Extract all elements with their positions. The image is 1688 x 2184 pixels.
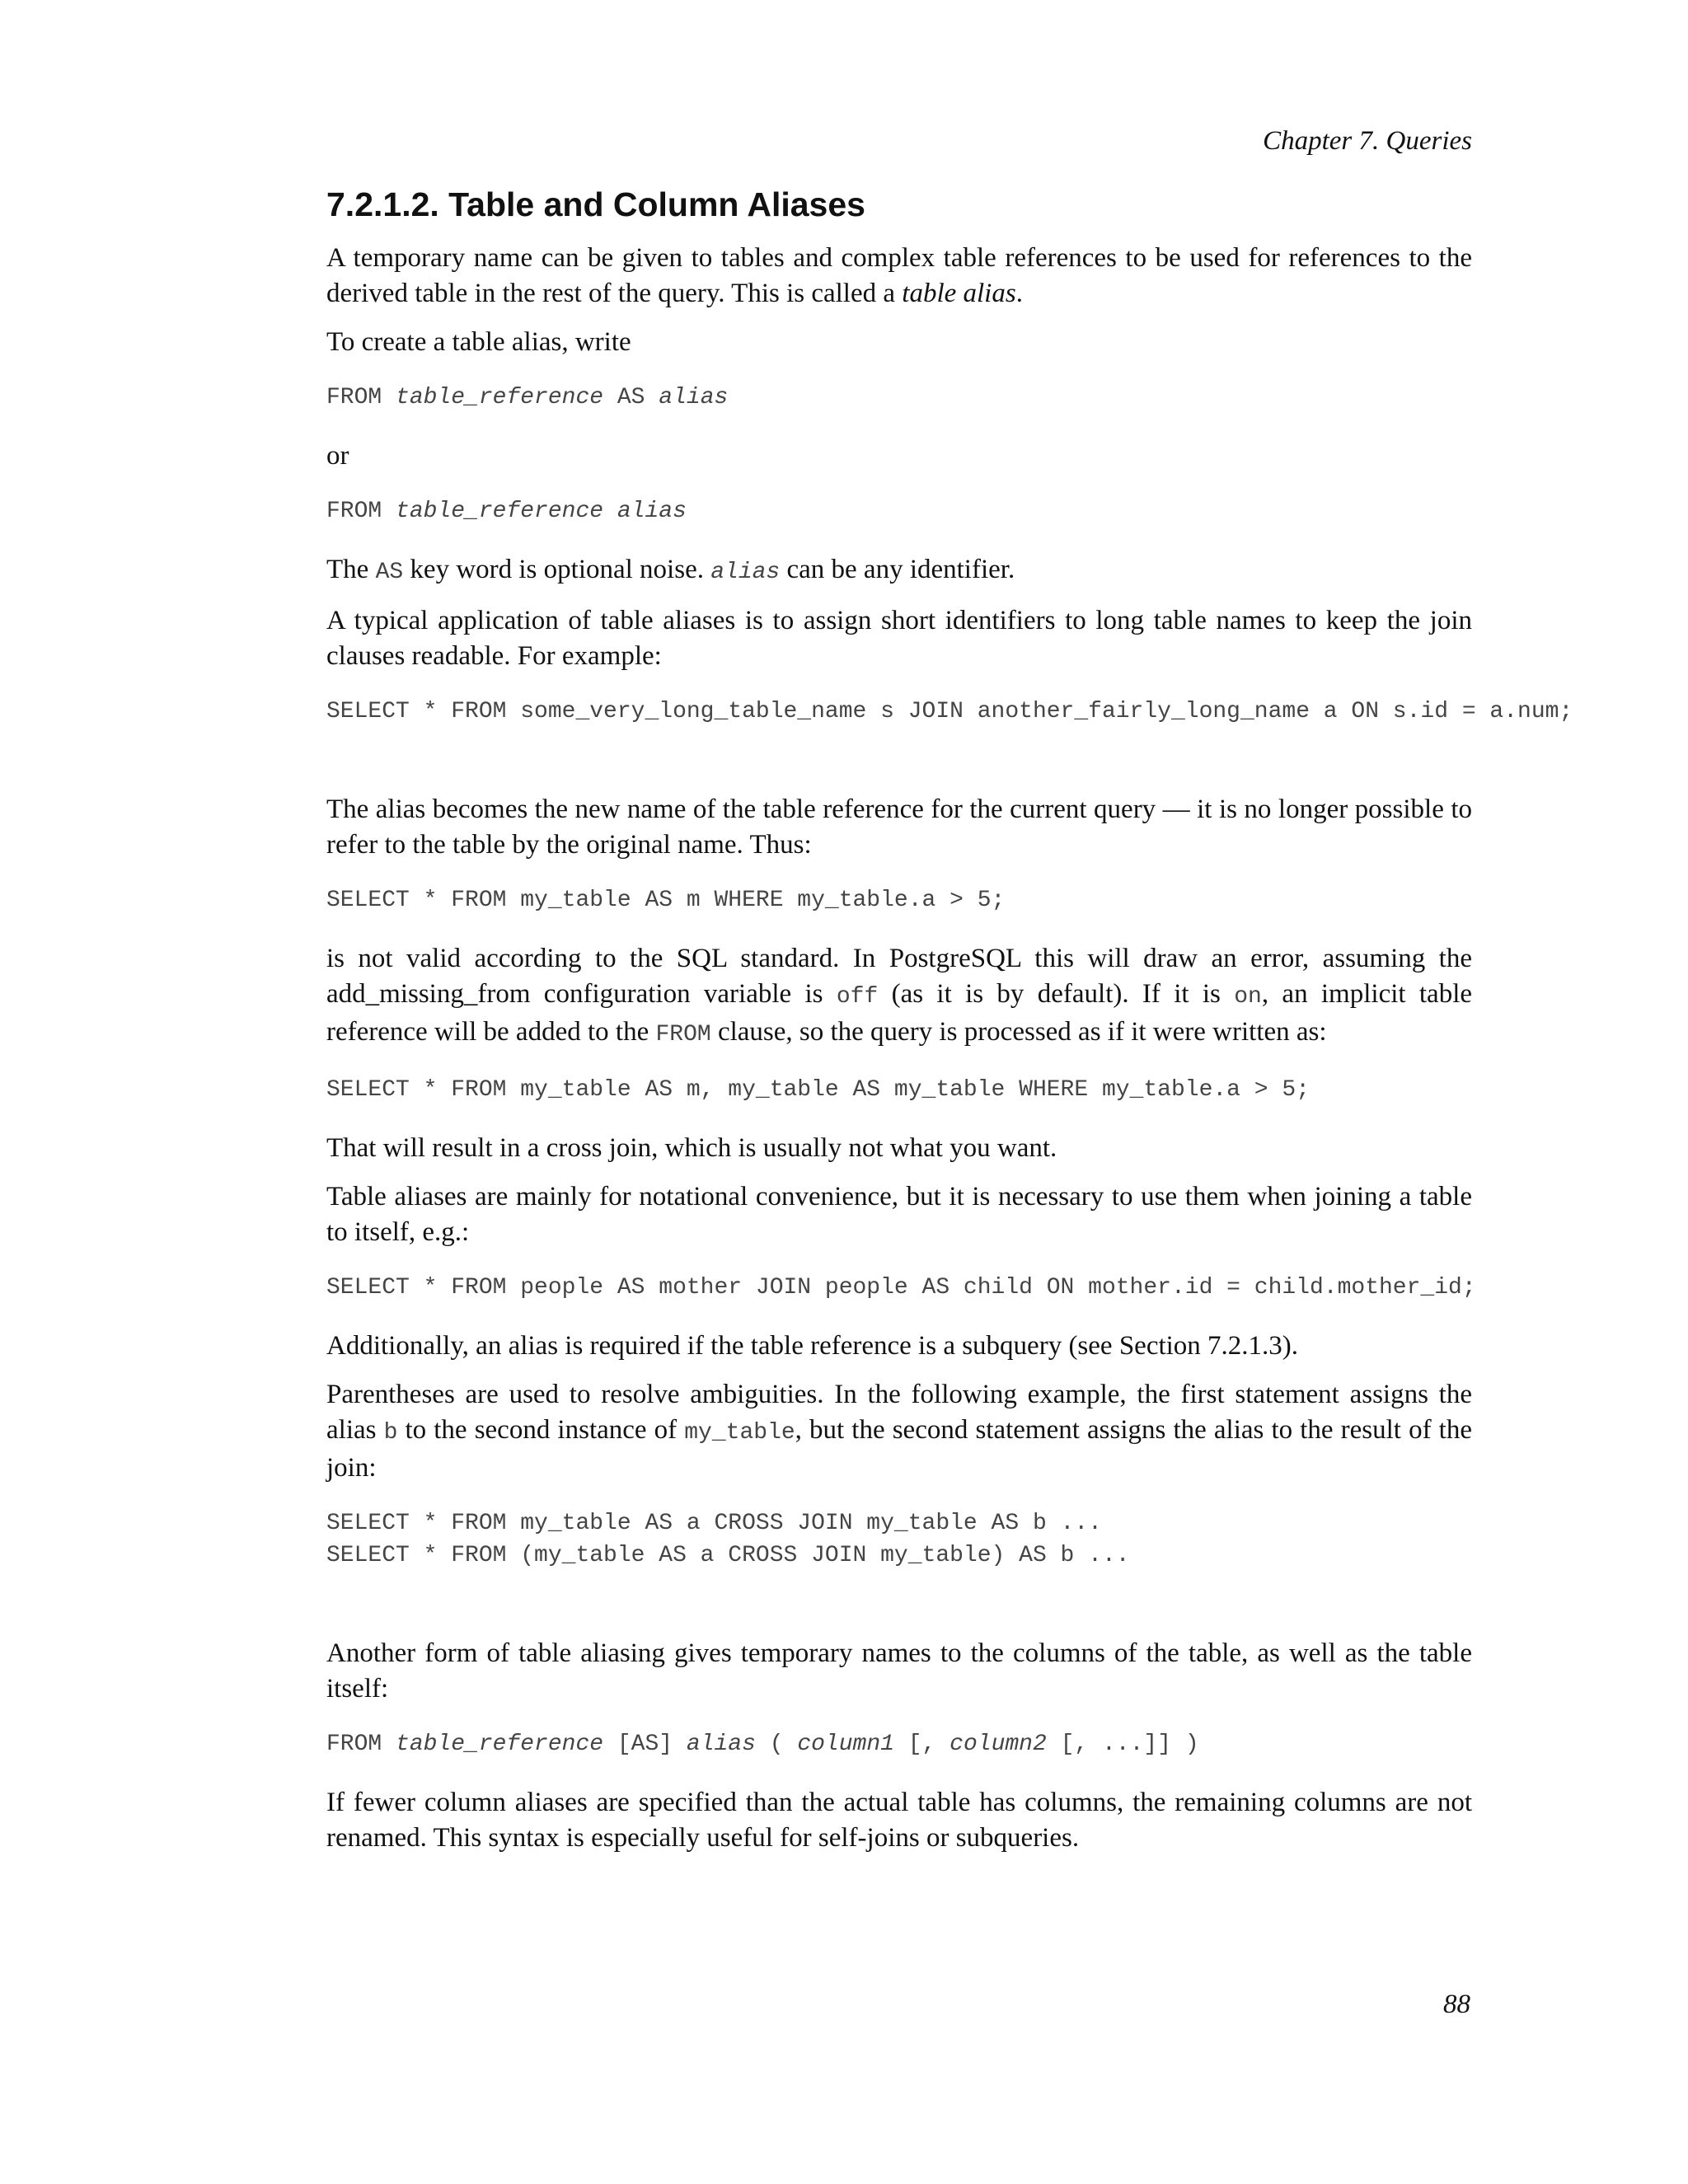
inline-code: FROM (655, 1022, 711, 1047)
code-placeholder: alias (686, 1732, 756, 1757)
code-placeholder: table_reference (396, 385, 604, 410)
code-text: AS (603, 385, 659, 410)
code-block-implicit-query: SELECT * FROM my_table AS m, my_table AS my_table WHERE my_table.a > 5; (326, 1077, 1310, 1103)
code-text: [, (893, 1732, 950, 1757)
code-placeholder: column2 (950, 1732, 1047, 1757)
code-text: FROM (326, 499, 396, 524)
text: , an implicit table reference will be added to the (326, 979, 1473, 1047)
code-placeholder: alias (617, 499, 687, 524)
text: can be any identifier. (780, 555, 1015, 584)
paragraph-subquery: Additionally, an alias is required if the table reference is a subquery (see Section 7.2.1.3). (326, 1331, 1299, 1361)
paragraph-self-join: Table aliases are mainly for notational convenience, but it is necessary to use them when joining a table to itself, e.g.: (326, 1182, 1472, 1247)
inline-code: on (1234, 984, 1262, 1010)
paragraph-intro (326, 241, 1472, 312)
code-text (603, 499, 617, 524)
code-text: FROM (326, 1732, 396, 1757)
code-block-from (326, 495, 1472, 527)
paragraph-cross-join: That will result in a cross join, which is usually not what you want. (326, 1133, 1057, 1163)
section-title: 7.2.1.2. Table and Column Aliases (326, 185, 865, 223)
code-line: SELECT * FROM my_table AS a CROSS JOIN my_table AS b ... (326, 1511, 1102, 1536)
text: . (1015, 279, 1023, 308)
paragraph-alias-new-name: The alias becomes the new name of the table reference for the current query — it is no longer possible to refer to the table by the original name. Thus: (326, 794, 1472, 860)
text: key word is optional noise. (403, 555, 711, 584)
code-placeholder: table_reference (396, 499, 604, 524)
text: Parentheses are used to resolve ambiguities. In the following example, the first statement assigns the alias (326, 1380, 1472, 1445)
inline-code: AS (375, 560, 404, 585)
emphasis-term: table alias (902, 279, 1016, 308)
text: A temporary name can be given to tables and complex table references to be used for references to the derived table in the rest of the query. This is called a (326, 243, 1472, 308)
code-text: FROM (326, 385, 396, 410)
paragraph-create-alias: To create a table alias, write (326, 327, 631, 357)
code-block-long-join: SELECT * FROM some_very_long_table_name s JOIN another_fairly_long_name a ON s.id = a.num; (326, 699, 1573, 724)
code-placeholder: table_reference (396, 1732, 604, 1757)
text: (as it is by default). If it is (878, 979, 1235, 1009)
code-text: ( (755, 1732, 798, 1757)
paragraph-fewer-columns: If fewer column aliases are specified than the actual table has columns, the remaining columns are not renamed. This syntax is especially useful for self-joins or subqueries. (326, 1788, 1472, 1853)
code-text: [, ...]] ) (1046, 1732, 1199, 1757)
chapter-header: Chapter 7. Queries (1263, 126, 1472, 156)
paragraph-column-aliasing: Another form of table aliasing gives temporary names to the columns of the table, as well as the table itself: (326, 1638, 1472, 1704)
inline-code: off (836, 984, 879, 1010)
text: is not valid according to the SQL standard. In PostgreSQL this will draw an error, assuming the add_missing_from configuration variable is (326, 944, 1472, 1009)
code-block-column-aliases (326, 1728, 1472, 1760)
page-content (326, 185, 1573, 1869)
code-placeholder: column1 (797, 1732, 894, 1757)
text: , but the second statement assigns the alias to the result of the join: (326, 1415, 1472, 1483)
paragraph-typical-application: A typical application of table aliases is to assign short identifiers to long table names to keep the join clauses readable. For example: (326, 606, 1472, 671)
inline-code: alias (710, 560, 781, 585)
text: clause, so the query is processed as if it were written as: (710, 1017, 1327, 1047)
code-line: SELECT * FROM (my_table AS a CROSS JOIN my_table) AS b ... (326, 1543, 1130, 1568)
paragraph-not-valid (326, 941, 1472, 1052)
code-block-self-join: SELECT * FROM people AS mother JOIN people AS child ON mother.id = child.mother_id; (326, 1275, 1476, 1301)
paragraph-or: or (326, 441, 349, 471)
code-placeholder: alias (659, 385, 729, 410)
code-text: [AS] (603, 1732, 687, 1757)
code-block-parentheses (326, 1507, 1472, 1572)
page-number: 88 (1443, 1990, 1470, 2019)
paragraph-as-keyword (326, 552, 1472, 590)
inline-code: my_table (684, 1420, 795, 1446)
inline-code: b (383, 1420, 398, 1446)
paragraph-parentheses (326, 1377, 1472, 1486)
text: The (326, 555, 376, 584)
code-block-invalid-query: SELECT * FROM my_table AS m WHERE my_table.a > 5; (326, 888, 1006, 913)
text: to the second instance of (397, 1415, 685, 1445)
code-block-from-as (326, 382, 1472, 414)
